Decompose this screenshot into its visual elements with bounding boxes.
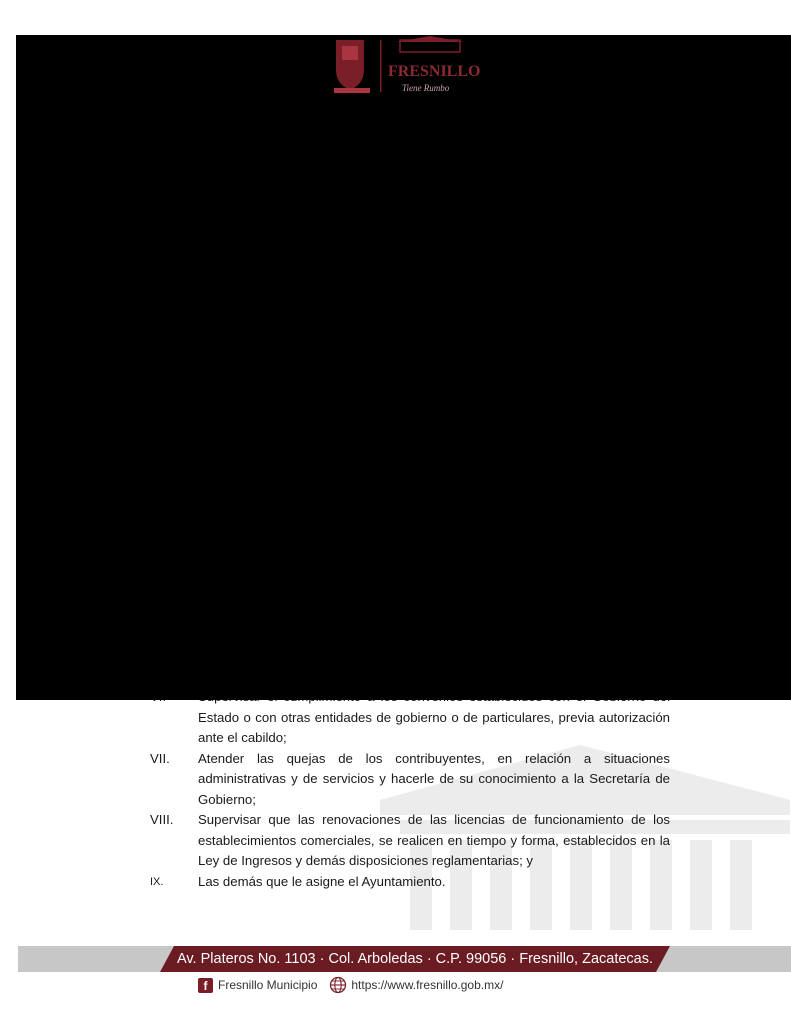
document-body xyxy=(150,687,670,892)
municipal-seal-logo xyxy=(330,36,490,96)
footer-address: Av. Plateros No. 1103 · Col. Arboledas · C.P. 99056 · Fresnillo, Zacatecas. xyxy=(176,951,654,967)
website-link[interactable]: https://www.fresnillo.gob.mx/ xyxy=(351,978,504,992)
list-item xyxy=(150,749,670,811)
item-text: Supervisar que las renovaciones de las licencias de funcionamiento de los establecimientos comerciales, se realicen en tiempo y forma, establecidos en la Ley de Ingresos y demás disposiciones reglamentarias; y xyxy=(198,812,670,868)
svg-text:FRESNILLO: FRESNILLO xyxy=(388,63,481,80)
header-logo xyxy=(330,36,490,96)
facebook-icon: f xyxy=(198,978,213,993)
item-number: VII. xyxy=(150,750,170,766)
item-text: Atender las quejas de los contribuyentes, en relación a situaciones administrativas y de servicios y hacerle de su conocimiento a la Secretaría de Gobierno; xyxy=(198,750,670,807)
item-number: IX. xyxy=(150,875,164,888)
item-text: Estado o con otras entidades de gobierno o de particulares, previa autorización ante el cabildo; xyxy=(198,709,670,745)
list-item xyxy=(150,810,670,872)
footer-social xyxy=(198,976,503,994)
item-number: VIII. xyxy=(150,812,174,827)
globe-icon xyxy=(329,976,347,994)
redaction-block xyxy=(16,35,791,700)
svg-text:Tiene Rumbo: Tiene Rumbo xyxy=(402,83,450,93)
facebook-link[interactable]: Fresnillo Municipio xyxy=(218,978,318,992)
item-text: Las demás que le asigne el Ayuntamiento. xyxy=(198,873,446,889)
list-item xyxy=(150,872,670,893)
